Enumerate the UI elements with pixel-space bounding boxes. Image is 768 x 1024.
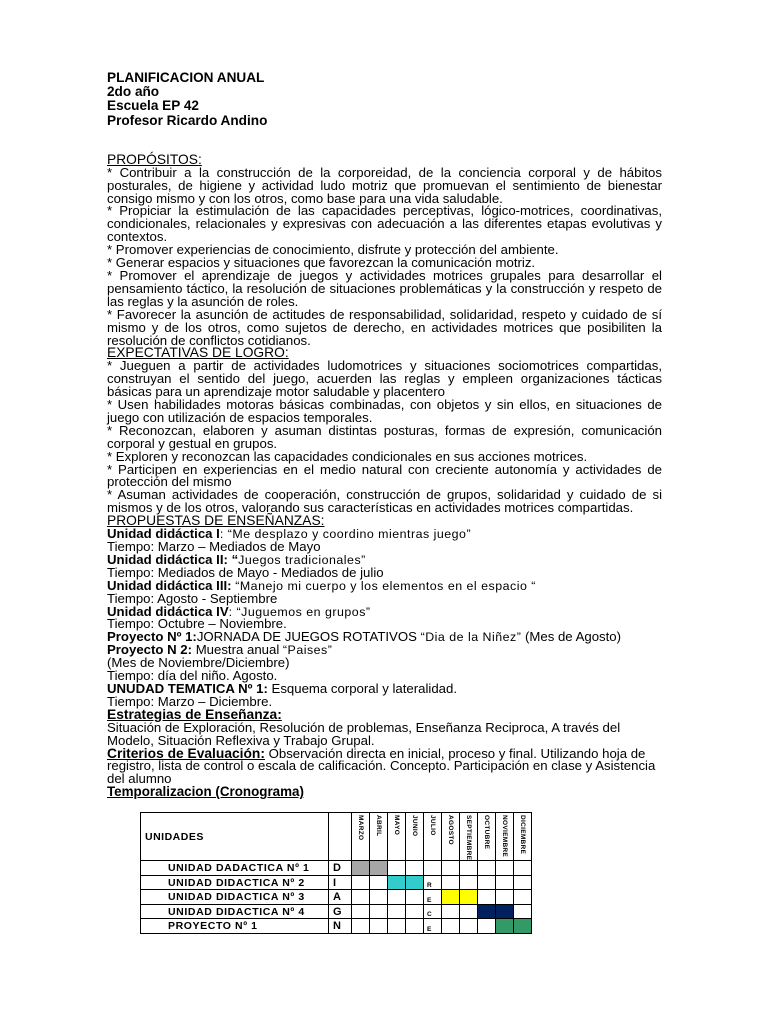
proyecto-2-text: Muestra anual [195, 642, 283, 658]
unit-label: UNIDAD DIDACTICA Nº 4 [141, 904, 329, 919]
propositos-item: * Promover experiencias de conocimiento, disfrute y protección del ambiente. [107, 242, 559, 258]
schedule-cell [424, 861, 442, 876]
criterios-heading: Criterios de Evaluación: [107, 745, 265, 761]
propositos-item: * Promover el aprendizaje de juegos y actividades motrices grupales para desarrollar el pensamiento táctico, la resolución de situaciones problemáticas y la construcción y respeto de las reglas y la asunción de roles. [107, 267, 662, 309]
criterios-paragraph [107, 745, 662, 787]
expectativas-item: * Usen habilidades motoras básicas combinadas, con objetos y sin ellos, en situaciones de juego con utilización de espacios temporales. [107, 397, 662, 425]
schedule-cell [460, 904, 478, 919]
month-header [370, 813, 388, 861]
proyecto-2-months: (Mes de Noviembre/Diciembre) [107, 655, 290, 671]
month-header [496, 813, 514, 861]
propositos-heading: PROPÓSITOS: [107, 151, 202, 167]
cronograma-row [141, 875, 532, 890]
criterios-text: Observación directa en inicial, proceso y final. Utilizando hoja de registro, lista de control o escala de calificación. Concepto. Participación en clase y Asistencia del alumno [107, 745, 656, 787]
unit-code: N [329, 919, 352, 934]
document-header [107, 71, 662, 128]
propositos-item: * Contribuir a la construcción de la corporeidad, de la conciencia corporal y de hábitos posturales, de higiene y actividad ludo motriz que promuevan el sentimiento de bienestar consigo mismo y con los otros, como base para una vida saludable. [107, 164, 662, 206]
expectativas-item: * Participen en experiencias en el medio natural con creciente autonomía y actividades de protección del mismo [107, 461, 662, 490]
schedule-cell [514, 875, 532, 890]
schedule-cell [388, 875, 406, 890]
schedule-cell [460, 919, 478, 934]
unidad-tematica-time: Tiempo: Marzo – Diciembre. [107, 693, 273, 709]
unidad-3-title: “Manejo mi cuerpo y los elementos en el espacio “ [235, 578, 536, 593]
schedule-cell [478, 890, 496, 905]
month-label: JULIO [429, 815, 436, 836]
month-header [388, 813, 406, 861]
schedule-cell [370, 890, 388, 905]
schedule-cell [460, 875, 478, 890]
schedule-cell [388, 890, 406, 905]
schedule-cell [352, 861, 370, 876]
recess-letter: E [424, 919, 442, 934]
propositos-item: * Generar espacios y situaciones que favorezcan la comunicación motriz. [107, 255, 536, 271]
expectativas-item: * Reconozcan, elaboren y asuman distintas posturas, formas de expresión, comunicación corporal y gestual en grupos. [107, 422, 662, 451]
schedule-cell [478, 904, 496, 919]
schedule-cell [496, 890, 514, 905]
month-header [460, 813, 478, 861]
proyecto-1-text: JORNADA DE JUEGOS ROTATIVOS [196, 629, 421, 645]
unit-code: A [329, 890, 352, 905]
schedule-cell [514, 904, 532, 919]
schedule-cell [442, 861, 460, 876]
schedule-cell [496, 861, 514, 876]
unit-label: UNIDAD DIDACTICA Nº 2 [141, 875, 329, 890]
estrategias-text: Situación de Exploración, Resolución de problemas, Enseñanza Reciproca, A través del Modelo, Situación Reflexiva y Trabajo Grupal. [107, 719, 621, 748]
unidad-tematica-text: Esquema corporal y lateralidad. [271, 680, 457, 696]
month-label: MAYO [393, 815, 400, 836]
unidades-header: UNIDADES [141, 813, 329, 861]
school-line: Escuela EP 42 [107, 98, 199, 114]
unidad-3-label: Unidad didáctica III: [107, 577, 236, 593]
unidad-1-time: Tiempo: Marzo – Mediados de Mayo [107, 539, 321, 554]
month-header [406, 813, 424, 861]
schedule-cell [352, 890, 370, 905]
expectativas-heading: EXPECTATIVAS DE LOGRO: [107, 345, 289, 361]
proyecto-1-month: (Mes de Agosto) [521, 629, 622, 645]
schedule-cell [388, 904, 406, 919]
unidad-4-label: Unidad didáctica IV [107, 603, 229, 619]
schedule-cell [496, 904, 514, 919]
schedule-cell [352, 875, 370, 890]
recess-letter: C [424, 904, 442, 919]
month-header [478, 813, 496, 861]
unit-code: G [329, 904, 352, 919]
code-header [329, 813, 352, 861]
expectativas-item: * Exploren y reconozcan las capacidades condicionales en sus acciones motrices. [107, 448, 588, 464]
schedule-cell [460, 861, 478, 876]
month-label: OCTUBRE [483, 815, 490, 850]
propositos-item: * Propiciar la estimulación de las capacidades perceptivas, lógico-motrices, coordinativas, condicionales, relacionales y expresivas con adecuación a las diferentes etapas evolutivas y contextos. [107, 203, 662, 245]
unidad-1-title: : “Me desplazo y coordino mientras juego” [219, 527, 472, 542]
month-label: JUNIO [411, 815, 418, 837]
month-label: MARZO [357, 815, 364, 841]
unit-label: PROYECTO Nº 1 [141, 919, 329, 934]
cronograma-header-row [141, 813, 532, 861]
cronograma-heading: Temporalizacion (Cronograma) [107, 784, 304, 800]
month-header [424, 813, 442, 861]
schedule-cell [352, 919, 370, 934]
cronograma-row [141, 919, 532, 934]
unidad-2-time: Tiempo: Mediados de Mayo - Mediados de julio [107, 564, 384, 580]
schedule-cell [514, 890, 532, 905]
unidad-2-title: Juegos tradicionales” [238, 552, 366, 567]
schedule-cell [406, 875, 424, 890]
schedule-cell [496, 875, 514, 890]
month-header [514, 813, 532, 861]
expectativas-item: * Jueguen a partir de actividades ludomotrices y situaciones sociomotrices compartidas, construyan el sentido del juego, acuerden las reglas y empleen organizaciones tácticas básicas para un aprendizaje motor saludable y placentero [107, 358, 662, 400]
schedule-cell [460, 890, 478, 905]
schedule-cell [514, 861, 532, 876]
unidad-4-title: : “Juguemos en grupos” [228, 604, 371, 619]
unit-code: D [329, 861, 352, 876]
estrategias-heading: Estrategias de Enseñanza: [107, 706, 282, 722]
schedule-cell [478, 861, 496, 876]
proyecto-2-label: Proyecto N 2: [107, 642, 196, 658]
cronograma-table [140, 812, 532, 934]
recess-letter: R [424, 875, 442, 890]
month-header [442, 813, 460, 861]
schedule-cell [442, 875, 460, 890]
schedule-cell [496, 919, 514, 934]
month-label: SEPTIEMBRE [465, 815, 472, 861]
schedule-cell [406, 890, 424, 905]
schedule-cell [352, 904, 370, 919]
schedule-cell [370, 875, 388, 890]
schedule-cell [370, 861, 388, 876]
schedule-cell [406, 861, 424, 876]
cronograma-row [141, 861, 532, 876]
schedule-cell [388, 861, 406, 876]
cronograma-row [141, 890, 532, 905]
month-label: DICIEMBRE [519, 815, 526, 855]
month-label: NOVIEMBRE [501, 815, 508, 858]
unidad-3-time: Tiempo: Agosto - Septiembre [107, 590, 278, 606]
schedule-cell [388, 919, 406, 934]
month-label: ABRIL [375, 815, 382, 837]
proyecto-2-time: Tiempo: día del niño. Agosto. [107, 668, 278, 684]
schedule-cell [442, 904, 460, 919]
expectativas-item: * Asuman actividades de cooperación, construcción de grupos, solidaridad y cuidado de si mismos y de los otros, valorando sus características en actividades motrices compartidas. [107, 487, 662, 516]
recess-letter: E [424, 890, 442, 905]
month-header [352, 813, 370, 861]
schedule-cell [514, 919, 532, 934]
schedule-cell [370, 904, 388, 919]
cronograma-row [141, 904, 532, 919]
proyecto-1-label: Proyecto Nº 1: [107, 629, 197, 645]
unidad-4-time: Tiempo: Octubre – Noviembre. [107, 616, 287, 632]
unit-label: UNIDAD DADACTICA Nº 1 [141, 861, 329, 876]
schedule-cell [478, 919, 496, 934]
month-label: AGOSTO [447, 815, 454, 845]
schedule-cell [442, 890, 460, 905]
proyecto-2-title: “Paises” [282, 643, 333, 658]
teacher-line: Profesor Ricardo Andino [107, 112, 268, 128]
schedule-cell [406, 919, 424, 934]
propuestas-heading: PROPUESTAS DE ENSEÑANZAS: [107, 513, 325, 529]
document-body [107, 71, 662, 799]
unidad-2-label: Unidad didáctica II: “ [107, 551, 239, 567]
schedule-cell [406, 904, 424, 919]
propositos-item: * Favorecer la asunción de actitudes de responsabilidad, solidaridad, respeto y cuidado de sí mismo y de los otros, como sujetos de derecho, en actividades motrices que posibiliten la resolución de conflictos cotidianos. [107, 306, 662, 348]
document-title: PLANIFICACION ANUAL [107, 70, 265, 85]
unidad-1-label: Unidad didáctica I [107, 526, 220, 542]
schedule-cell [478, 875, 496, 890]
proyecto-1-title: “Dia de la Niñez” [420, 630, 522, 645]
grade-line: 2do año [107, 84, 160, 100]
schedule-cell [442, 919, 460, 934]
unit-label: UNIDAD DIDACTICA Nº 3 [141, 890, 329, 905]
schedule-cell [370, 919, 388, 934]
unidad-tematica-label: UNUDAD TEMATICA Nº 1: [107, 680, 272, 696]
unit-code: I [329, 875, 352, 890]
